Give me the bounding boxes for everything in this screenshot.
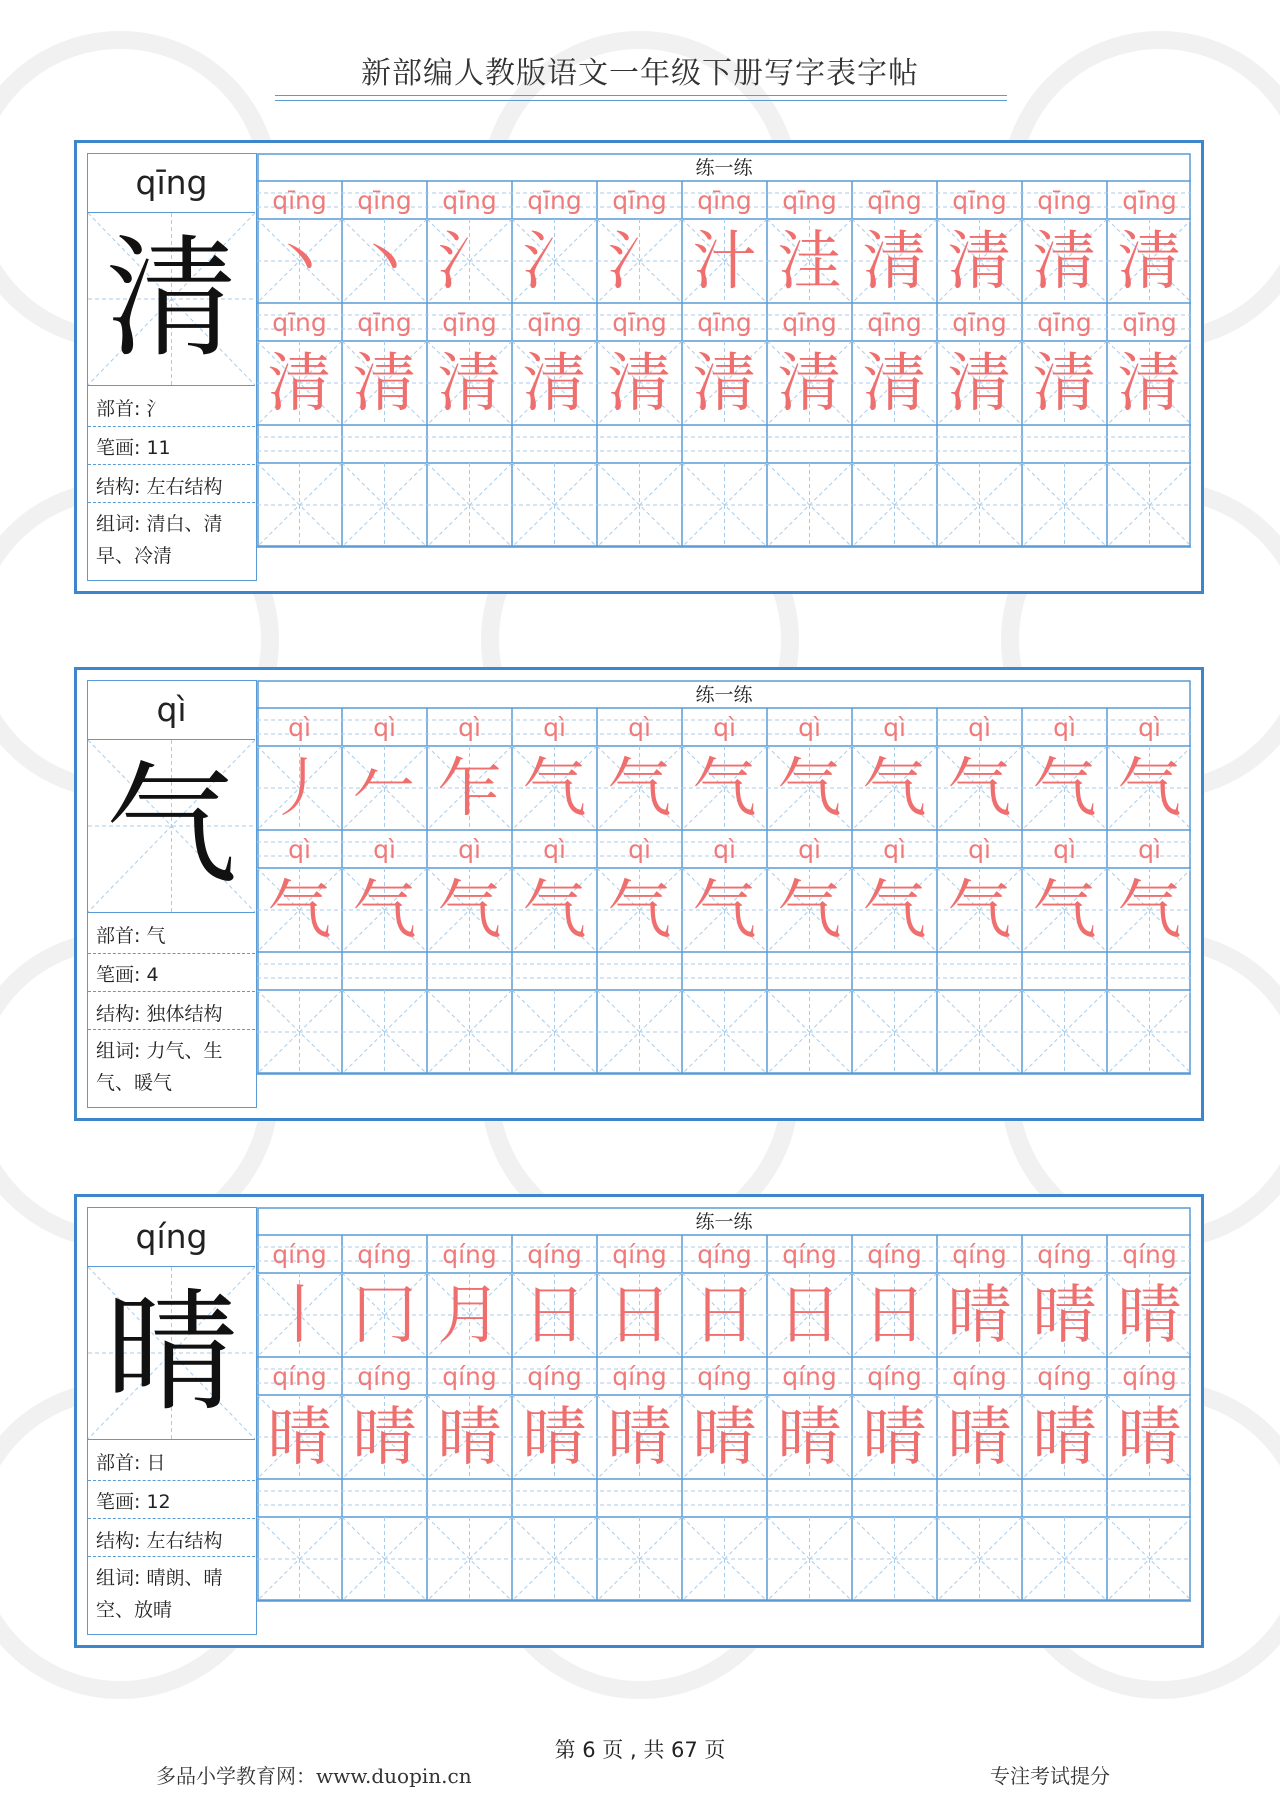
cell-pinyin: qíng (867, 1240, 922, 1269)
trace-character: 气 (1117, 752, 1182, 826)
trace-character: 晴 (777, 1401, 842, 1475)
trace-character: 氵 (522, 225, 587, 299)
character-card (74, 140, 1204, 594)
cell-pinyin: qíng (1037, 1362, 1092, 1391)
cell-pinyin: qíng (697, 1362, 752, 1391)
trace-character: 气 (1032, 874, 1097, 948)
trace-character: 丶 (352, 225, 417, 299)
cell-pinyin: qīng (782, 308, 837, 337)
cell-pinyin: qì (458, 835, 481, 864)
cell-pinyin: qīng (272, 186, 327, 215)
trace-character: 清 (947, 225, 1012, 299)
trace-character: 清 (352, 347, 417, 421)
trace-character: 冂 (352, 1279, 417, 1353)
trace-character: 气 (777, 752, 842, 826)
cell-pinyin: qì (713, 835, 736, 864)
cell-pinyin: qíng (1037, 1240, 1092, 1269)
structure-label: 结构: 左右结构 (96, 1530, 223, 1552)
info-pinyin: qì (88, 681, 255, 740)
cell-pinyin: qīng (1122, 308, 1177, 337)
cell-pinyin: qíng (782, 1362, 837, 1391)
cell-pinyin: qīng (1037, 308, 1092, 337)
trace-character: 氵 (607, 225, 672, 299)
structure-label: 结构: 独体结构 (96, 1003, 223, 1025)
model-character: 晴 (105, 1276, 238, 1430)
cell-pinyin: qíng (442, 1240, 497, 1269)
cell-pinyin: qì (968, 835, 991, 864)
trace-character: 𠂉 (352, 752, 417, 826)
cell-pinyin: qīng (442, 308, 497, 337)
page-header (0, 48, 1280, 92)
trace-character: 清 (1117, 225, 1182, 299)
trace-character: 气 (522, 874, 587, 948)
model-character-box (88, 1267, 255, 1440)
trace-character: 晴 (1117, 1401, 1182, 1475)
character-card (74, 1194, 1204, 1648)
info-panel (87, 153, 257, 581)
trace-character: 月 (437, 1279, 502, 1353)
cell-pinyin: qíng (527, 1362, 582, 1391)
cell-pinyin: qì (883, 835, 906, 864)
strokes-label: 笔画: 11 (96, 437, 171, 459)
trace-character: 日 (862, 1279, 927, 1353)
cell-pinyin: qīng (612, 308, 667, 337)
trace-character: 气 (777, 874, 842, 948)
info-pinyin: qíng (88, 1208, 255, 1267)
trace-character: 晴 (1032, 1279, 1097, 1353)
trace-character: 气 (607, 874, 672, 948)
trace-character: 清 (692, 347, 757, 421)
info-divider (88, 502, 255, 503)
cell-pinyin: qīng (952, 186, 1007, 215)
cell-pinyin: qì (288, 713, 311, 742)
cell-pinyin: qíng (952, 1362, 1007, 1391)
trace-character: 气 (522, 752, 587, 826)
trace-character: 氵 (437, 225, 502, 299)
cell-pinyin: qíng (612, 1362, 667, 1391)
page-number: 第 6 页 , 共 67 页 (554, 1738, 726, 1762)
trace-character: 清 (267, 347, 332, 421)
trace-character: 晴 (267, 1401, 332, 1475)
cell-pinyin: qīng (697, 308, 752, 337)
trace-character: 气 (862, 752, 927, 826)
cell-pinyin: qīng (527, 308, 582, 337)
words-label: 组词: 清白、清早、冷清 (96, 513, 223, 567)
trace-character: 气 (1032, 752, 1097, 826)
trace-character: 清 (1032, 347, 1097, 421)
trace-character: 晴 (437, 1401, 502, 1475)
cell-pinyin: qīng (697, 186, 752, 215)
cell-pinyin: qì (373, 713, 396, 742)
cell-pinyin: qíng (527, 1240, 582, 1269)
cell-pinyin: qīng (527, 186, 582, 215)
cell-pinyin: qì (798, 713, 821, 742)
practice-area (257, 1207, 1191, 1635)
practice-area (257, 680, 1191, 1108)
cell-pinyin: qì (543, 835, 566, 864)
cell-pinyin: qì (458, 713, 481, 742)
practice-title: 练一练 (695, 684, 753, 706)
trace-character: 晴 (862, 1401, 927, 1475)
trace-character: 晴 (352, 1401, 417, 1475)
cell-pinyin: qì (883, 713, 906, 742)
cell-pinyin: qīng (442, 186, 497, 215)
trace-character: 气 (1117, 874, 1182, 948)
cell-pinyin: qíng (612, 1240, 667, 1269)
cell-pinyin: qì (628, 835, 651, 864)
cell-pinyin: qīng (1122, 186, 1177, 215)
info-divider (88, 953, 255, 954)
page-title: 新部编人教版语文一年级下册写字表字帖 (361, 56, 919, 91)
cell-pinyin: qì (543, 713, 566, 742)
character-card (74, 667, 1204, 1121)
trace-character: 气 (692, 874, 757, 948)
trace-character: 清 (862, 347, 927, 421)
cell-pinyin: qīng (952, 308, 1007, 337)
cell-pinyin: qì (968, 713, 991, 742)
trace-character: 气 (437, 874, 502, 948)
model-character-box (88, 740, 255, 913)
trace-character: 清 (522, 347, 587, 421)
strokes-label: 笔画: 12 (96, 1491, 171, 1513)
cell-pinyin: qì (1138, 713, 1161, 742)
trace-character: 清 (437, 347, 502, 421)
cell-pinyin: qì (713, 713, 736, 742)
cell-pinyin: qīng (782, 186, 837, 215)
trace-character: 气 (862, 874, 927, 948)
trace-character: 气 (947, 752, 1012, 826)
trace-character: 晴 (692, 1401, 757, 1475)
strokes-label: 笔画: 4 (96, 964, 159, 986)
info-panel (87, 1207, 257, 1635)
trace-character: 丶 (267, 225, 332, 299)
cell-pinyin: qì (373, 835, 396, 864)
info-pinyin: qīng (88, 154, 255, 213)
trace-character: 晴 (947, 1279, 1012, 1353)
cell-pinyin: qì (628, 713, 651, 742)
cell-pinyin: qíng (357, 1362, 412, 1391)
trace-character: 晴 (522, 1401, 587, 1475)
trace-character: 清 (947, 347, 1012, 421)
cell-pinyin: qíng (697, 1240, 752, 1269)
info-divider (88, 464, 255, 465)
cell-pinyin: qíng (272, 1362, 327, 1391)
trace-character: 乍 (437, 752, 502, 826)
trace-character: 晴 (947, 1401, 1012, 1475)
structure-label: 结构: 左右结构 (96, 476, 223, 498)
cell-pinyin: qì (1138, 835, 1161, 864)
words-label: 组词: 力气、生气、暖气 (96, 1040, 223, 1094)
trace-character: 日 (522, 1279, 587, 1353)
cell-pinyin: qīng (612, 186, 667, 215)
radical-label: 部首: 气 (96, 925, 166, 947)
trace-character: 丨 (267, 1279, 332, 1353)
cell-pinyin: qíng (867, 1362, 922, 1391)
cell-pinyin: qì (798, 835, 821, 864)
model-character-box (88, 213, 255, 386)
trace-character: 气 (267, 874, 332, 948)
trace-character: 日 (607, 1279, 672, 1353)
trace-character: 丿 (267, 752, 332, 826)
model-character: 清 (105, 222, 238, 376)
cell-pinyin: qíng (357, 1240, 412, 1269)
trace-character: 气 (947, 874, 1012, 948)
words-label: 组词: 晴朗、晴空、放晴 (96, 1567, 223, 1621)
trace-character: 晴 (607, 1401, 672, 1475)
cell-pinyin: qīng (867, 308, 922, 337)
cell-pinyin: qīng (1037, 186, 1092, 215)
practice-title: 练一练 (695, 157, 753, 179)
practice-title: 练一练 (695, 1211, 753, 1233)
cell-pinyin: qíng (1122, 1362, 1177, 1391)
practice-area (257, 153, 1191, 581)
trace-character: 日 (777, 1279, 842, 1353)
cell-pinyin: qíng (272, 1240, 327, 1269)
cell-pinyin: qíng (1122, 1240, 1177, 1269)
cell-pinyin: qīng (867, 186, 922, 215)
cell-pinyin: qíng (442, 1362, 497, 1391)
trace-character: 清 (1032, 225, 1097, 299)
info-divider (88, 1480, 255, 1481)
header-rule-2 (275, 100, 1007, 101)
cell-pinyin: qì (288, 835, 311, 864)
trace-character: 气 (352, 874, 417, 948)
trace-character: 清 (777, 347, 842, 421)
info-panel (87, 680, 257, 1108)
trace-character: 汁 (692, 225, 757, 299)
info-divider (88, 1556, 255, 1557)
footer-slogan: 专注考试提分 (990, 1764, 1110, 1788)
radical-label: 部首: 日 (96, 1452, 166, 1474)
cell-pinyin: qíng (782, 1240, 837, 1269)
info-divider (88, 991, 255, 992)
trace-character: 气 (692, 752, 757, 826)
cell-pinyin: qīng (272, 308, 327, 337)
cell-pinyin: qíng (952, 1240, 1007, 1269)
info-divider (88, 426, 255, 427)
footer-site: 多品小学教育网：www.duopin.cn (156, 1764, 472, 1788)
trace-character: 晴 (1032, 1401, 1097, 1475)
trace-character: 清 (1117, 347, 1182, 421)
trace-character: 气 (607, 752, 672, 826)
model-character: 气 (105, 749, 238, 903)
info-divider (88, 1518, 255, 1519)
cell-pinyin: qīng (357, 186, 412, 215)
cell-pinyin: qì (1053, 713, 1076, 742)
trace-character: 日 (692, 1279, 757, 1353)
trace-character: 清 (607, 347, 672, 421)
trace-character: 洼 (777, 225, 842, 299)
cell-pinyin: qīng (357, 308, 412, 337)
header-rule-1 (275, 95, 1007, 96)
info-divider (88, 1029, 255, 1030)
cell-pinyin: qì (1053, 835, 1076, 864)
trace-character: 清 (862, 225, 927, 299)
trace-character: 晴 (1117, 1279, 1182, 1353)
radical-label: 部首: 氵 (96, 398, 166, 420)
